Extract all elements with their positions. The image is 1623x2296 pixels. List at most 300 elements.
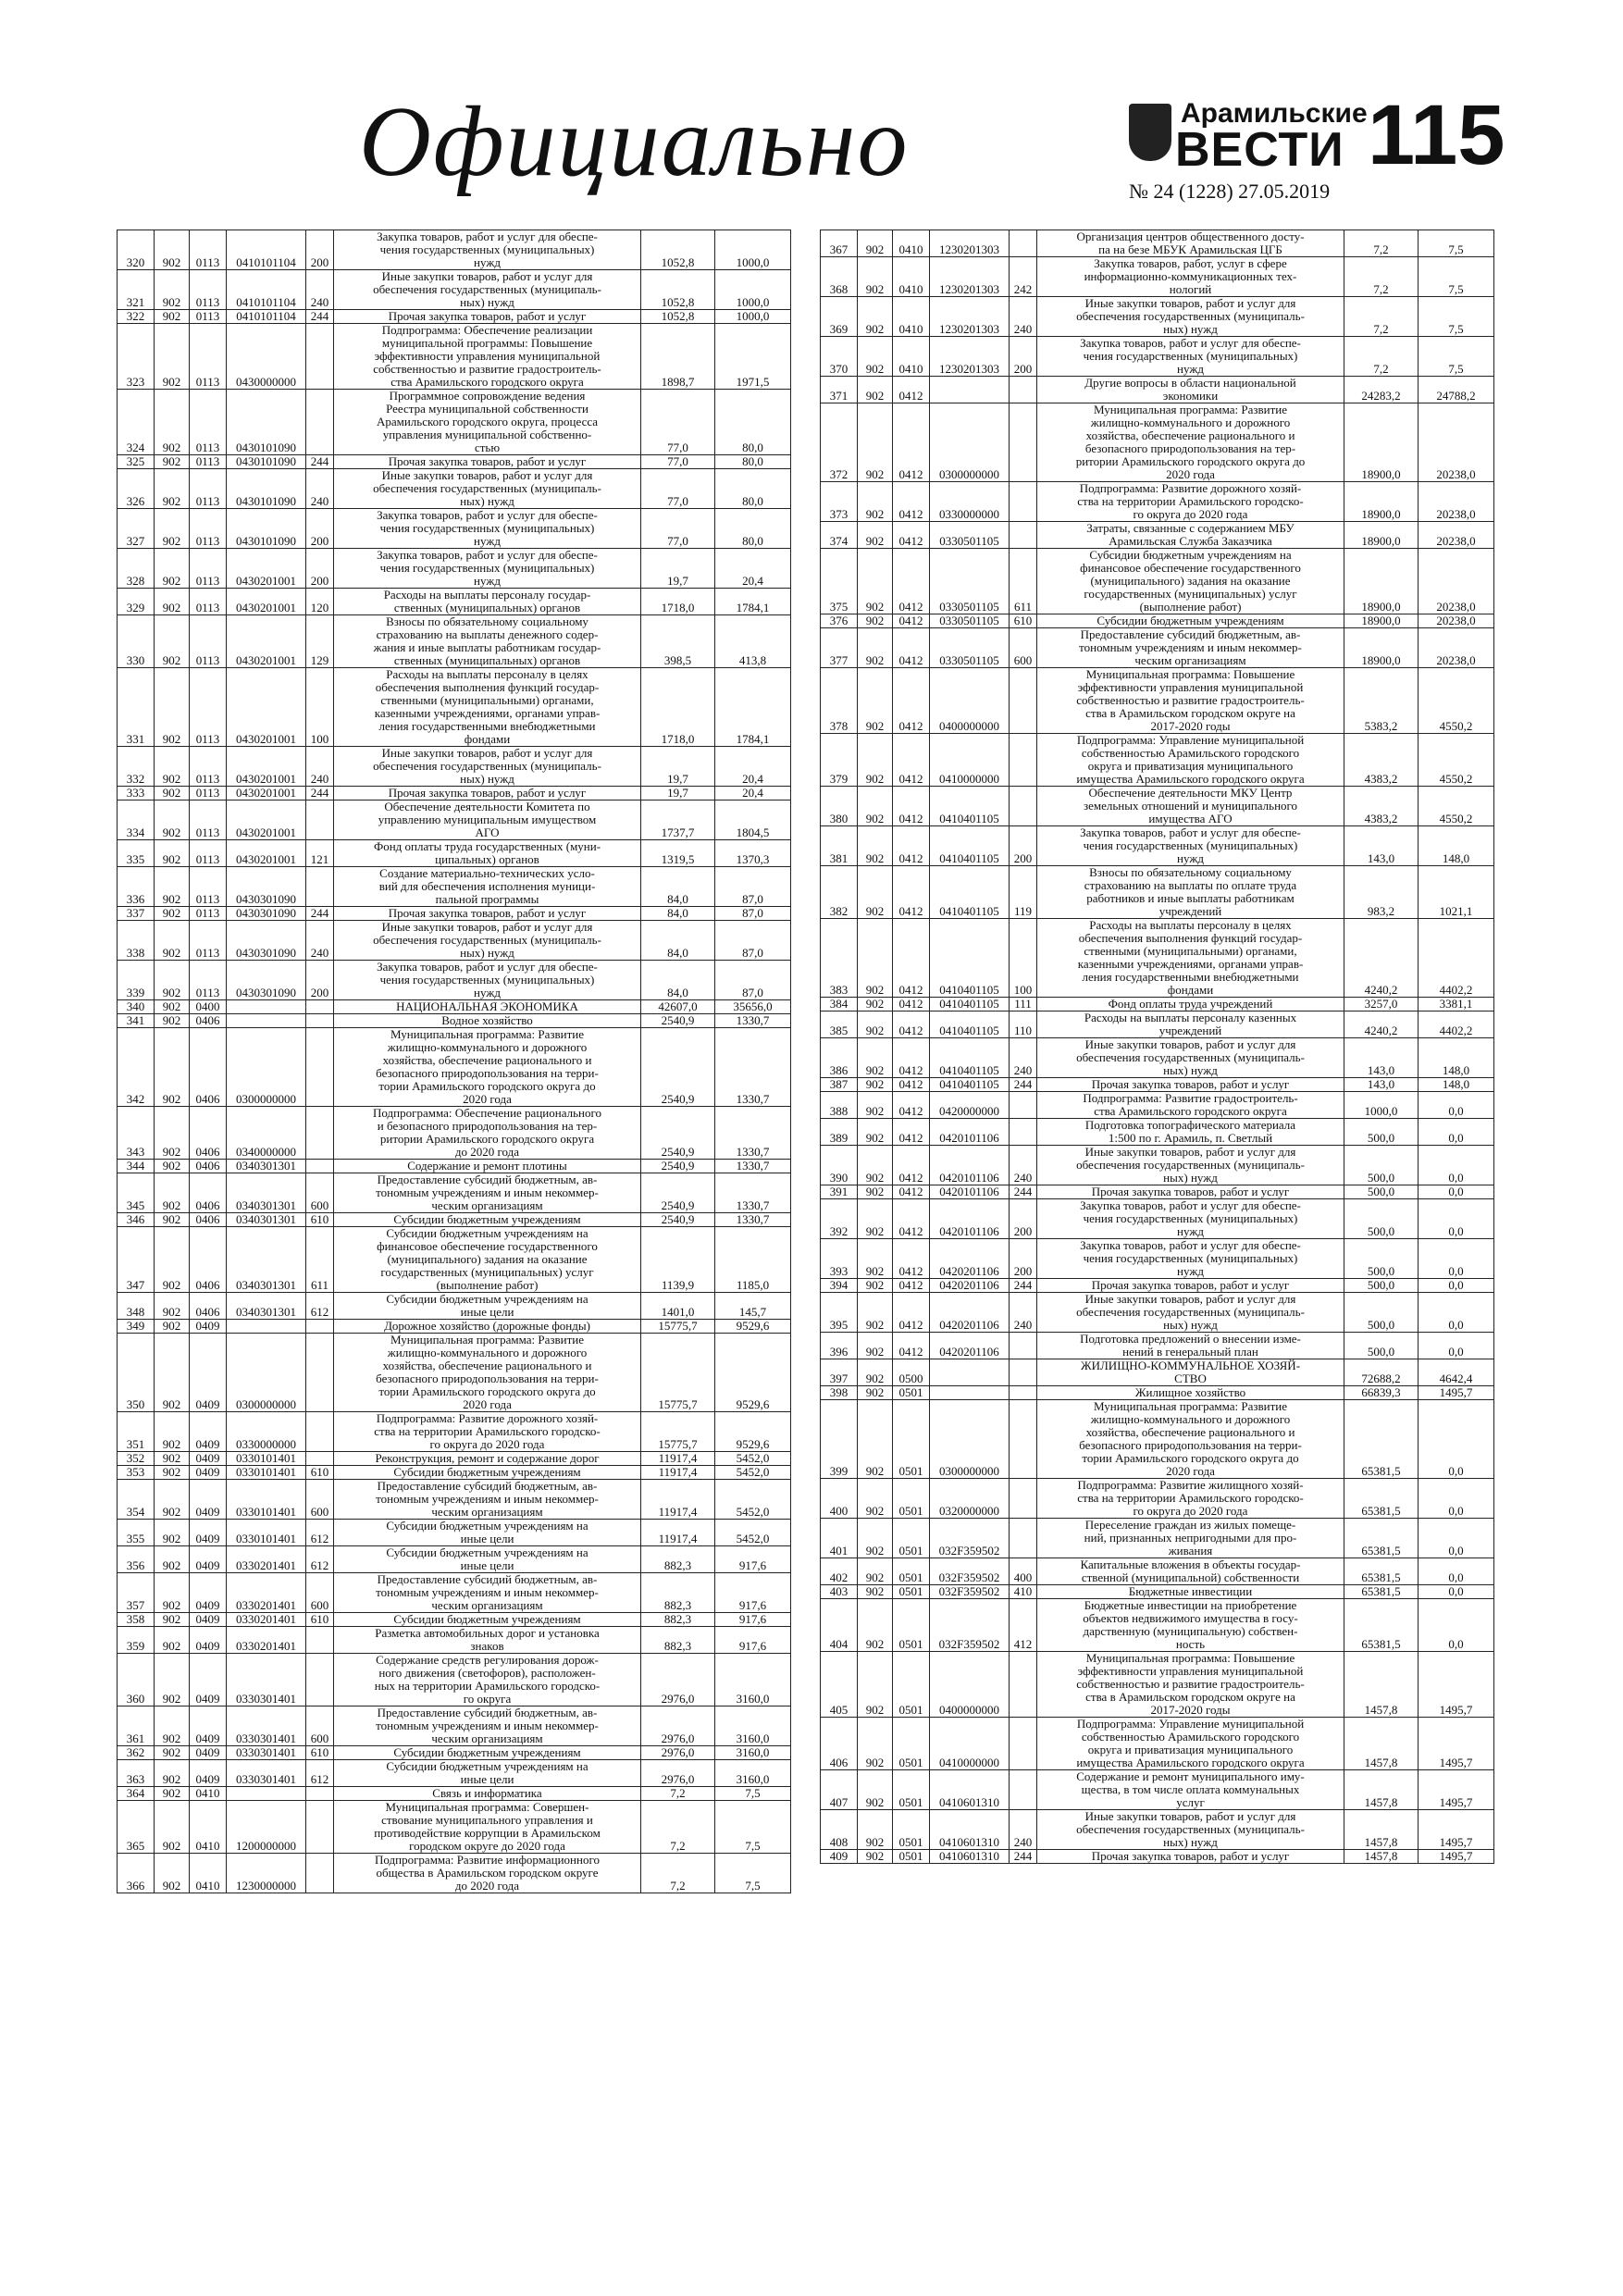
table-row: [118, 1466, 791, 1480]
amount-2020: 1495,7: [1419, 1770, 1494, 1810]
section-code: 0113: [190, 800, 227, 840]
ministry-code: 902: [155, 1452, 190, 1466]
ministry-code: 902: [155, 1613, 190, 1627]
target-code: 1200000000: [227, 1801, 306, 1854]
section-code: 0501: [893, 1585, 930, 1599]
target-code: 0300000000: [227, 1334, 306, 1412]
row-number: 396: [821, 1333, 858, 1359]
amount-2020: 0,0: [1419, 1558, 1494, 1585]
amount-2019: 500,0: [1344, 1199, 1419, 1239]
row-description: Субсидии бюджетным учреждениям на иные цели: [334, 1293, 641, 1320]
row-number: 387: [821, 1078, 858, 1092]
expense-type: 412: [1010, 1599, 1037, 1652]
table-row: [821, 628, 1494, 668]
amount-2019: 18900,0: [1344, 628, 1419, 668]
row-description: Дорожное хозяйство (дорожные фонды): [334, 1320, 641, 1334]
table-row: [821, 734, 1494, 787]
expense-type: 600: [306, 1573, 334, 1613]
target-code: 0430201001: [227, 549, 306, 589]
section-code: 0409: [190, 1452, 227, 1466]
amount-2019: 77,0: [641, 390, 715, 455]
table-row: [821, 1199, 1494, 1239]
ministry-code: 902: [858, 1239, 893, 1279]
table-row: [821, 1770, 1494, 1810]
amount-2019: 1401,0: [641, 1293, 715, 1320]
row-description: Муниципальная программа: Повышение эффективности управления муниципальной собственностью и развитие градостроитель- ства в Арамильском городском округе на 2017-2020 годы: [1037, 668, 1344, 734]
expense-type: 240: [306, 747, 334, 787]
row-number: 406: [821, 1718, 858, 1770]
row-number: 330: [118, 615, 155, 668]
target-code: 0330101401: [227, 1452, 306, 1466]
table-row: [821, 549, 1494, 614]
ministry-code: 902: [858, 1479, 893, 1519]
row-description: Затраты, связанные с содержанием МБУ Арамильская Служба Заказчика: [1037, 522, 1344, 549]
ministry-code: 902: [155, 1014, 190, 1028]
table-row: [821, 257, 1494, 297]
amount-2019: 1457,8: [1344, 1718, 1419, 1770]
amount-2019: 84,0: [641, 907, 715, 921]
section-code: 0113: [190, 390, 227, 455]
amount-2019: 77,0: [641, 469, 715, 509]
amount-2020: 0,0: [1419, 1585, 1494, 1599]
amount-2020: 917,6: [715, 1546, 791, 1573]
expense-type: 240: [1010, 1293, 1037, 1333]
amount-2020: 0,0: [1419, 1092, 1494, 1119]
target-code: 0410401105: [930, 866, 1010, 919]
amount-2020: 80,0: [715, 469, 791, 509]
row-description: ЖИЛИЩНО-КОММУНАЛЬНОЕ ХОЗЯЙ- СТВО: [1037, 1359, 1344, 1386]
amount-2020: 1330,7: [715, 1213, 791, 1227]
section-code: 0501: [893, 1850, 930, 1864]
amount-2019: 500,0: [1344, 1279, 1419, 1293]
table-row: [118, 1452, 791, 1466]
section-code: 0412: [893, 614, 930, 628]
table-row: [118, 1760, 791, 1787]
expense-type: 610: [306, 1213, 334, 1227]
row-description: Прочая закупка товаров, работ и услуг: [334, 787, 641, 800]
row-description: Взносы по обязательному социальному страхованию на выплаты денежного содер- жания и иные выплаты работникам государ- ственных (муниципальных) органов: [334, 615, 641, 668]
amount-2020: 0,0: [1419, 1479, 1494, 1519]
row-description: Другие вопросы в области национальной экономики: [1037, 377, 1344, 403]
ministry-code: 902: [155, 1107, 190, 1160]
ministry-code: 902: [858, 403, 893, 482]
amount-2019: 65381,5: [1344, 1479, 1419, 1519]
row-number: 374: [821, 522, 858, 549]
expense-type: [1010, 1386, 1037, 1400]
amount-2019: 2540,9: [641, 1173, 715, 1213]
table-row: [118, 1173, 791, 1213]
row-number: 344: [118, 1160, 155, 1173]
amount-2019: 1319,5: [641, 840, 715, 867]
row-description: Предоставление субсидий бюджетным, ав- тономным учреждениям и иным некоммер- ческим организациям: [334, 1480, 641, 1520]
row-number: 334: [118, 800, 155, 840]
row-number: 405: [821, 1652, 858, 1718]
row-description: Субсидии бюджетным учреждениям: [334, 1746, 641, 1760]
amount-2019: 1457,8: [1344, 1770, 1419, 1810]
ministry-code: 902: [858, 482, 893, 522]
ministry-code: 902: [155, 615, 190, 668]
row-number: 340: [118, 1000, 155, 1014]
expense-type: 244: [306, 455, 334, 469]
row-number: 335: [118, 840, 155, 867]
expense-type: [306, 1000, 334, 1014]
expense-type: 610: [306, 1466, 334, 1480]
table-row: [118, 1320, 791, 1334]
section-title: Официально: [359, 87, 910, 197]
expense-type: [1010, 1519, 1037, 1558]
row-description: Предоставление субсидий бюджетным, ав- тономным учреждениям и иным некоммер- ческим организациям: [334, 1173, 641, 1213]
amount-2020: 1000,0: [715, 270, 791, 310]
target-code: 0400000000: [930, 1652, 1010, 1718]
amount-2020: 35656,0: [715, 1000, 791, 1014]
amount-2019: 11917,4: [641, 1480, 715, 1520]
row-description: Субсидии бюджетным учреждениям на иные цели: [334, 1520, 641, 1546]
ministry-code: 902: [155, 867, 190, 907]
amount-2019: 66839,3: [1344, 1386, 1419, 1400]
section-code: 0500: [893, 1359, 930, 1386]
table-row: [118, 668, 791, 747]
amount-2020: 1000,0: [715, 310, 791, 324]
row-description: Подготовка топографического материала 1:500 по г. Арамиль, п. Светлый: [1037, 1119, 1344, 1146]
table-row: [118, 1014, 791, 1028]
amount-2020: 1495,7: [1419, 1386, 1494, 1400]
target-code: 0420000000: [930, 1092, 1010, 1119]
amount-2020: 80,0: [715, 390, 791, 455]
target-code: 0430201001: [227, 615, 306, 668]
target-code: 0340301301: [227, 1227, 306, 1293]
table-row: [118, 1520, 791, 1546]
row-number: 355: [118, 1520, 155, 1546]
table-row: [821, 1279, 1494, 1293]
table-row: [821, 1400, 1494, 1479]
target-code: 1230201303: [930, 297, 1010, 337]
section-code: 0410: [893, 297, 930, 337]
row-description: Иные закупки товаров, работ и услуг для обеспечения государственных (муниципаль- ных) нужд: [334, 921, 641, 961]
target-code: 0330301401: [227, 1706, 306, 1746]
expense-type: 400: [1010, 1558, 1037, 1585]
amount-2020: 0,0: [1419, 1119, 1494, 1146]
section-code: 0410: [893, 257, 930, 297]
amount-2019: 2976,0: [641, 1760, 715, 1787]
row-description: Иные закупки товаров, работ и услуг для обеспечения государственных (муниципаль- ных) нужд: [1037, 1293, 1344, 1333]
row-number: 337: [118, 907, 155, 921]
amount-2019: 882,3: [641, 1613, 715, 1627]
row-number: 365: [118, 1801, 155, 1854]
table-row: [821, 1810, 1494, 1850]
amount-2020: 87,0: [715, 921, 791, 961]
ministry-code: 902: [858, 668, 893, 734]
amount-2020: 1971,5: [715, 324, 791, 390]
table-row: [118, 961, 791, 1000]
target-code: 0420201106: [930, 1293, 1010, 1333]
ministry-code: 902: [858, 1279, 893, 1293]
expense-type: [1010, 522, 1037, 549]
section-code: 0501: [893, 1652, 930, 1718]
ministry-code: 902: [858, 1359, 893, 1386]
section-code: 0113: [190, 324, 227, 390]
expense-type: [1010, 1359, 1037, 1386]
section-code: 0113: [190, 615, 227, 668]
row-number: 404: [821, 1599, 858, 1652]
ministry-code: 902: [858, 1599, 893, 1652]
table-row: [118, 1160, 791, 1173]
expense-type: [1010, 1092, 1037, 1119]
ministry-code: 902: [858, 1810, 893, 1850]
table-row: [821, 1359, 1494, 1386]
table-row: [821, 826, 1494, 866]
ministry-code: 902: [858, 257, 893, 297]
amount-2020: 0,0: [1419, 1333, 1494, 1359]
expense-type: 600: [306, 1480, 334, 1520]
ministry-code: 902: [858, 1400, 893, 1479]
table-row: [821, 1293, 1494, 1333]
section-code: 0412: [893, 1078, 930, 1092]
amount-2020: 148,0: [1419, 1078, 1494, 1092]
amount-2020: 0,0: [1419, 1146, 1494, 1185]
row-description: Подпрограмма: Развитие жилищного хозяй- ства на территории Арамильского городско- го округа до 2020 года: [1037, 1479, 1344, 1519]
section-code: 0410: [893, 337, 930, 377]
section-code: 0409: [190, 1706, 227, 1746]
table-row: [118, 867, 791, 907]
target-code: 0330501105: [930, 549, 1010, 614]
ministry-code: 902: [155, 668, 190, 747]
amount-2019: 4383,2: [1344, 787, 1419, 826]
table-row: [821, 1519, 1494, 1558]
coat-of-arms-icon: [1129, 104, 1171, 161]
amount-2020: 20238,0: [1419, 522, 1494, 549]
amount-2020: 5452,0: [715, 1452, 791, 1466]
row-description: Субсидии бюджетным учреждениям на иные цели: [334, 1546, 641, 1573]
amount-2019: 882,3: [641, 1627, 715, 1654]
amount-2020: 917,6: [715, 1573, 791, 1613]
target-code: 0420201106: [930, 1333, 1010, 1359]
row-number: 383: [821, 919, 858, 998]
ministry-code: 902: [155, 1466, 190, 1480]
amount-2020: 7,5: [715, 1854, 791, 1893]
expense-type: 244: [306, 787, 334, 800]
row-description: Закупка товаров, работ и услуг для обеспе- чения государственных (муниципальных) нужд: [1037, 1239, 1344, 1279]
target-code: 032F359502: [930, 1558, 1010, 1585]
target-code: 0330501105: [930, 614, 1010, 628]
amount-2020: 7,5: [1419, 230, 1494, 257]
row-description: Подпрограмма: Обеспечение рационального и безопасного природопользования на тер- ритории Арамильского городского округа до 2020 года: [334, 1107, 641, 1160]
ministry-code: 902: [155, 961, 190, 1000]
amount-2019: 1139,9: [641, 1227, 715, 1293]
amount-2020: 20238,0: [1419, 628, 1494, 668]
target-code: 0330101401: [227, 1466, 306, 1480]
section-code: 0113: [190, 840, 227, 867]
row-description: Обеспечение деятельности МКУ Центр земельных отношений и муниципального имущества АГО: [1037, 787, 1344, 826]
target-code: [227, 1000, 306, 1014]
amount-2019: 500,0: [1344, 1119, 1419, 1146]
row-number: 352: [118, 1452, 155, 1466]
amount-2019: 42607,0: [641, 1000, 715, 1014]
amount-2020: 917,6: [715, 1627, 791, 1654]
section-code: 0406: [190, 1014, 227, 1028]
amount-2020: 24788,2: [1419, 377, 1494, 403]
expense-type: [306, 1160, 334, 1173]
row-description: Расходы на выплаты персоналу государ- ственных (муниципальных) органов: [334, 589, 641, 615]
expense-type: [306, 390, 334, 455]
ministry-code: 902: [155, 230, 190, 270]
expense-type: [1010, 1119, 1037, 1146]
row-number: 327: [118, 509, 155, 549]
target-code: 1230201303: [930, 337, 1010, 377]
amount-2019: 72688,2: [1344, 1359, 1419, 1386]
amount-2019: 398,5: [641, 615, 715, 668]
amount-2019: 1052,8: [641, 230, 715, 270]
section-code: 0406: [190, 1213, 227, 1227]
expense-type: 244: [306, 310, 334, 324]
target-code: 0410601310: [930, 1850, 1010, 1864]
section-code: 0113: [190, 921, 227, 961]
table-row: [118, 1613, 791, 1627]
amount-2020: 20238,0: [1419, 482, 1494, 522]
table-row: [118, 324, 791, 390]
amount-2019: 500,0: [1344, 1333, 1419, 1359]
expense-type: 100: [1010, 919, 1037, 998]
table-row: [821, 998, 1494, 1011]
row-description: Закупка товаров, работ и услуг для обеспе- чения государственных (муниципальных) нужд: [334, 230, 641, 270]
row-number: 362: [118, 1746, 155, 1760]
row-number: 366: [118, 1854, 155, 1893]
target-code: 0330201401: [227, 1613, 306, 1627]
section-code: 0406: [190, 1028, 227, 1107]
ministry-code: 902: [858, 1585, 893, 1599]
table-row: [118, 1480, 791, 1520]
row-number: 381: [821, 826, 858, 866]
ministry-code: 902: [155, 1412, 190, 1452]
amount-2020: 0,0: [1419, 1185, 1494, 1199]
row-description: Программное сопровождение ведения Реестра муниципальной собственности Арамильского городского округа, процесса управления муниципальной собственно- стью: [334, 390, 641, 455]
amount-2020: 1330,7: [715, 1107, 791, 1160]
target-code: 0330000000: [227, 1412, 306, 1452]
amount-2020: 0,0: [1419, 1279, 1494, 1293]
row-number: 349: [118, 1320, 155, 1334]
section-code: 0409: [190, 1746, 227, 1760]
amount-2020: 1804,5: [715, 800, 791, 840]
target-code: 0410000000: [930, 1718, 1010, 1770]
expense-type: [306, 1107, 334, 1160]
row-description: Фонд оплаты труда государственных (муни- ципальных) органов: [334, 840, 641, 867]
amount-2019: 4240,2: [1344, 919, 1419, 998]
expense-type: [1010, 734, 1037, 787]
ministry-code: 902: [858, 1850, 893, 1864]
table-row: [118, 1573, 791, 1613]
row-description: Подпрограмма: Управление муниципальной собственностью Арамильского городского округа и приватизация муниципального имущества Арамильского городского округа: [1037, 734, 1344, 787]
table-row: [118, 455, 791, 469]
row-number: 345: [118, 1173, 155, 1213]
target-code: [227, 1014, 306, 1028]
table-row: [118, 787, 791, 800]
row-number: 385: [821, 1011, 858, 1038]
expense-type: [306, 1627, 334, 1654]
amount-2020: 3381,1: [1419, 998, 1494, 1011]
amount-2019: 500,0: [1344, 1185, 1419, 1199]
target-code: 0430301090: [227, 867, 306, 907]
ministry-code: 902: [858, 866, 893, 919]
ministry-code: 902: [858, 998, 893, 1011]
target-code: 0330000000: [930, 482, 1010, 522]
ministry-code: 902: [858, 1146, 893, 1185]
expense-type: [306, 867, 334, 907]
amount-2019: 2540,9: [641, 1213, 715, 1227]
row-description: Субсидии бюджетным учреждениям на финансовое обеспечение государственного (муниципального) задания на оказание государственных (муниципальных) услуг (выполнение работ): [334, 1227, 641, 1293]
section-code: 0412: [893, 628, 930, 668]
newspaper-logo: [1129, 98, 1369, 177]
amount-2019: 1718,0: [641, 668, 715, 747]
row-number: 407: [821, 1770, 858, 1810]
row-description: Подпрограмма: Обеспечение реализации муниципальной программы: Повышение эффективности управления муниципальной собственностью и развитие градостроитель- ства Арамильского городского округа: [334, 324, 641, 390]
target-code: 0430201001: [227, 589, 306, 615]
row-number: 342: [118, 1028, 155, 1107]
amount-2020: 1495,7: [1419, 1810, 1494, 1850]
row-number: 403: [821, 1585, 858, 1599]
row-number: 364: [118, 1787, 155, 1801]
ministry-code: 902: [155, 1760, 190, 1787]
section-code: 0412: [893, 668, 930, 734]
table-row: [118, 800, 791, 840]
target-code: 0340301301: [227, 1213, 306, 1227]
target-code: 1230201303: [930, 257, 1010, 297]
amount-2019: 15775,7: [641, 1412, 715, 1452]
row-description: Иные закупки товаров, работ и услуг для обеспечения государственных (муниципаль- ных) нужд: [1037, 297, 1344, 337]
section-code: 0412: [893, 919, 930, 998]
table-row: [118, 1213, 791, 1227]
amount-2019: 24283,2: [1344, 377, 1419, 403]
expense-type: 240: [306, 270, 334, 310]
amount-2020: 413,8: [715, 615, 791, 668]
section-code: 0412: [893, 787, 930, 826]
table-row: [821, 1479, 1494, 1519]
section-code: 0412: [893, 1011, 930, 1038]
expense-type: 110: [1010, 1011, 1037, 1038]
expense-type: 240: [1010, 297, 1037, 337]
table-row: [821, 866, 1494, 919]
expense-type: [306, 800, 334, 840]
amount-2019: 7,2: [1344, 297, 1419, 337]
target-code: 0330201401: [227, 1573, 306, 1613]
ministry-code: 902: [858, 1119, 893, 1146]
ministry-code: 902: [155, 1227, 190, 1293]
row-number: 358: [118, 1613, 155, 1627]
target-code: 0410401105: [930, 1011, 1010, 1038]
section-code: 0501: [893, 1770, 930, 1810]
section-code: 0501: [893, 1519, 930, 1558]
table-row: [821, 1146, 1494, 1185]
amount-2020: 0,0: [1419, 1599, 1494, 1652]
target-code: 0410101104: [227, 310, 306, 324]
section-code: 0412: [893, 482, 930, 522]
target-code: [930, 1386, 1010, 1400]
row-description: Закупка товаров, работ и услуг для обеспе- чения государственных (муниципальных) нужд: [334, 549, 641, 589]
amount-2019: 1457,8: [1344, 1652, 1419, 1718]
target-code: 032F359502: [930, 1585, 1010, 1599]
ministry-code: 902: [155, 1654, 190, 1706]
expense-type: 611: [1010, 549, 1037, 614]
section-code: 0412: [893, 1333, 930, 1359]
amount-2020: 9529,6: [715, 1412, 791, 1452]
row-description: Прочая закупка товаров, работ и услуг: [1037, 1078, 1344, 1092]
row-number: 356: [118, 1546, 155, 1573]
row-description: Обеспечение деятельности Комитета по управлению муниципальным имуществом АГО: [334, 800, 641, 840]
expense-type: [306, 1320, 334, 1334]
amount-2020: 7,5: [1419, 337, 1494, 377]
section-code: 0113: [190, 549, 227, 589]
target-code: 0430101090: [227, 469, 306, 509]
expense-type: 200: [1010, 1199, 1037, 1239]
expense-type: 610: [1010, 614, 1037, 628]
